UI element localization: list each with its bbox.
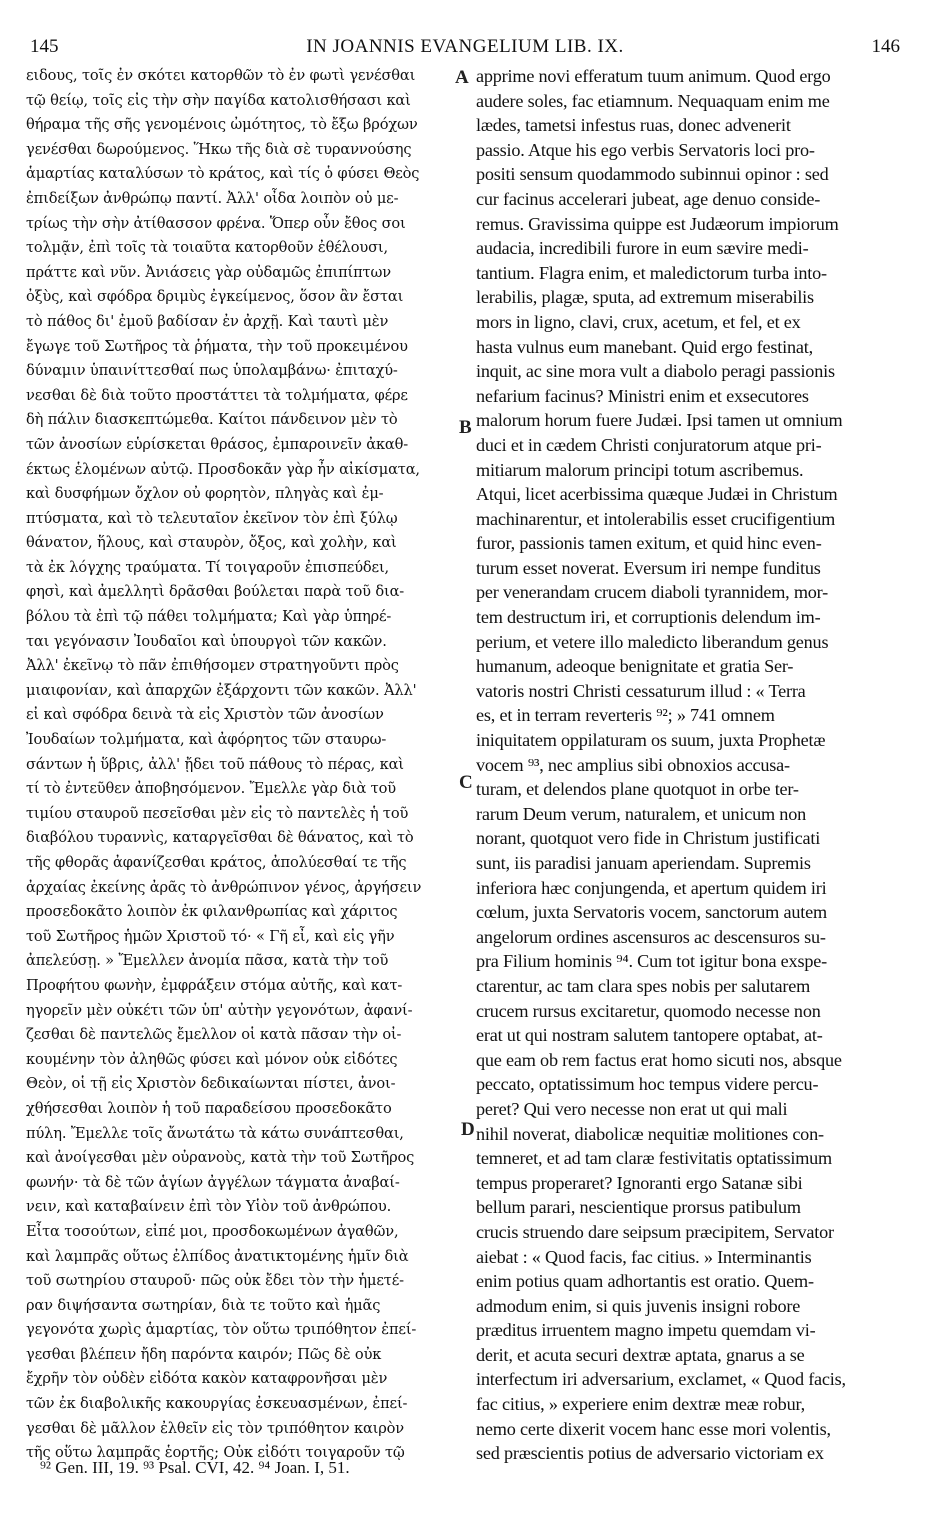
greek-line: ἔγωγε τοῦ Σωτῆρος τὰ ῥήματα, τὴν τοῦ προκειμένου [26,337,408,355]
latin-line: temneret, et ad tam claræ festivitatis optatissimum [476,1148,832,1169]
latin-line: passio. Atque his ego verbis Servatoris loci pro- [476,139,815,160]
greek-line: Ἰουδαίων τολμήματα, καὶ ἀφόρητος τῶν σταυρω- [26,731,387,749]
greek-line: φωνήν· τὰ δὲ τῶν ἁγίων ἀγγέλων τάγματα ἀναβαί- [26,1173,400,1191]
greek-line: μιαιφονίαν, καὶ ἀπαρχῶν ἐξάρχοντι τῶν κακῶν. Ἀλλ' [26,681,417,699]
latin-line: peret? Qui vero necesse non erat ut qui mali [476,1098,788,1119]
latin-line: machinarentur, et intolerabilis esset crucifigentium [476,508,836,529]
latin-line: pra Filium hominis ⁹⁴. Cum tot igitur bona exspe- [476,951,827,972]
latin-line: Atqui, licet acerbissima quæque Judæi in Christum [476,484,838,505]
latin-line: tem destructum iri, et corruptionis delendum im- [476,607,821,628]
latin-line: nefarium facinus? Ministri enim et exsecutores [476,385,809,406]
greek-line: ἀπελεύσῃ. » Ἔμελλεν ἀνομία πᾶσα, κατὰ τὴν τοῦ [26,952,389,970]
greek-line: ραν διψήσαντα σωτηρίαν, διὰ τε τοῦτο καὶ ἡμᾶς [26,1296,381,1314]
greek-line: γεγονότα χωρὶς ἁμαρτίας, τὸν οὕτω τριπόθητον ἐπεί- [26,1321,417,1339]
latin-line: apprime novi efferatum tuum animum. Quod ergo [476,66,831,86]
greek-line: σάντων ἡ ὕβρις, ἀλλ' ᾔδει τοῦ πάθους τὸ πέρας, καὶ [26,755,404,773]
latin-line: interfectum iri adversarium, exclamet, « Quod facis, [476,1369,846,1390]
latin-line: per venerandam crucem diaboli tyrannidem, mor- [476,582,829,603]
greek-line: γεσθαι δὲ μᾶλλον ἐλθεῖν εἰς τὸν τριπόθητον καιρὸν [26,1419,405,1437]
margin-letter-b: B [459,417,472,438]
latin-line: mitiarum malorum principi totum ascribemus. [476,459,804,480]
greek-line: τρίως τὴν σὴν ἀτίθασσον φρένα. Ὅπερ οὖν ἔθος σοι [26,214,406,232]
latin-column [476,64,910,1466]
margin-letter-d: D [461,1119,475,1140]
greek-line: τοῦ Σωτῆρος ἡμῶν Χριστοῦ τό· « Γῆ εἶ, καὶ εἰς γῆν [26,927,395,945]
greek-line: τῷ θείῳ, τοῖς εἰς τὴν σὴν παγίδα κατολισθήσασι καὶ [26,91,411,109]
greek-line: εἰ καὶ σφόδρα δεινὰ τὰ εἰς Χριστὸν τῶν ἀνοσίων [26,706,384,724]
greek-line: τὸ πάθος δι' ἐμοῦ βαδίσαν ἐν ἀρχῇ. Καὶ ταυτὶ μὲν [26,312,389,330]
latin-line: angelorum ordines ascensuros ac descensuros su- [476,926,826,947]
latin-line: tempus properaret? Ignoranti ergo Satanæ sibi [476,1172,803,1193]
greek-line: τολμᾷν, ἐπὶ τοῖς τὰ τοιαῦτα κατορθοῦν ἐθέλουσι, [26,239,388,257]
greek-line: ἁμαρτίας καταλύσων τὸ κράτος, καὶ τίς ὁ φύσει Θεὸς [26,165,420,183]
greek-line: θάνατον, ἥλους, καὶ σταυρὸν, ὄξος, καὶ χολὴν, καὶ [26,534,397,552]
latin-line: hasta vulnus eum manebant. Quid ergo festinat, [476,336,813,357]
latin-line: enim potius quam adhortantis est oratio. Quem- [476,1271,814,1292]
latin-line: mors in ligno, clavi, crux, acetum, et fel, et ex [476,311,801,332]
latin-line: crucis struendo dare seipsum præcipitem, Servator [476,1221,834,1242]
latin-line: inquit, ac sine mora vult a diabolo peragi passionis [476,361,835,382]
greek-line: ζεσθαι δὲ παντελῶς ἔμελλον οἱ κατὰ πᾶσαν τὴν οἰ- [26,1026,402,1044]
greek-line: νειν, καὶ καταβαίνειν ἐπὶ τὸν Υἱὸν τοῦ ἀνθρώπου. [26,1198,392,1216]
greek-line: πτύσματα, καὶ τὸ τελευταῖον ἐκεῖνον τὸν ἐπὶ ξύλῳ [26,509,398,527]
greek-line: τῶν ἐκ διαβολικῆς κακουργίας ἐσκευασμένων, ἐπεί- [26,1395,408,1413]
greek-line: καὶ ἀνοίγεσθαι μὲν οὐρανοὺς, κατὰ τὴν τοῦ Σωτῆρος [26,1149,415,1167]
margin-letter-c: C [459,772,473,793]
margin-letter-a: A [455,67,469,88]
latin-line: sed præscientis potius de adversario victoriam ex [476,1443,824,1464]
latin-line: derit, et acuta securi dextræ aptata, gnarus a se [476,1344,805,1365]
greek-line: δὴ πάλιν διασκεπτώμεθα. Καίτοι πάνδεινον μὲν τὸ [26,411,398,429]
greek-line: τὰ ἐκ λόγχης τραύματα. Τί τοιγαροῦν ἐπισπεύδει, [26,558,390,576]
greek-line: ται γεγόνασιν Ἰουδαῖοι καὶ ὑπουργοὶ τῶν κακῶν. [26,632,387,650]
footnotes: ⁹² Gen. III, 19. ⁹³ Psal. CVI, 42. ⁹⁴ Joan. I, 51. [40,1458,350,1477]
latin-line: que eam ob rem factus erat homo sicuti nos, absque [476,1049,842,1070]
latin-line: aiebat : « Quod facis, fac citius. » Interminantis [476,1246,812,1267]
greek-line: έκτως ἑλομένων αὐτῷ. Προσδοκᾶν γὰρ ἦν αἰκίσματα, [26,460,420,478]
latin-line: audacia, incredibili furore in eum sævire medi- [476,238,809,259]
latin-line: erat ut qui nostram salutem tantopere optabat, at- [476,1025,823,1046]
greek-line: ἐπιδείξων ἀνθρώπῳ παντί. Ἀλλ' οἶδα λοιπὸν οὐ με- [26,189,399,207]
greek-line: τιμίου σταυροῦ πεσεῖσθαι μὲν εἰς τὸ παντελὲς ἡ τοῦ [26,804,409,822]
greek-line: ἔχρῆν τὸν οὐδὲν εἰδότα κακὸν καταφρονῆσαι μὲν [26,1370,388,1388]
latin-line: es, et in terram reverteris ⁹²; » 741 omnem [476,705,775,726]
greek-line: Εἶτα τοσούτων, εἰπέ μοι, προσδοκωμένων ἀγαθῶν, [26,1222,399,1240]
greek-line: δύναμιν ὑπαινίττεσθαί πως ὑπολαμβάνω· ἐπιταχύ- [26,362,398,380]
latin-line: perium, et vetere illo maledicto liberandum genus [476,631,829,652]
greek-line: τί τὸ ἐντεῦθεν ἀποβησόμενον. Ἔμελλε γὰρ διὰ τοῦ [26,780,396,798]
latin-line: rarum Deum verum, naturalem, et unicum non [476,803,806,824]
greek-line: τοῦ σωτηρίου σταυροῦ· πῶς οὐκ ἔδει τὸν τὴν ἡμετέ- [26,1272,404,1290]
greek-line: Ἀλλ' ἐκεῖνῳ τὸ πᾶν ἐπιθήσομεν στρατηγοῦντι πρὸς [26,657,399,675]
latin-line: tantium. Flagra enim, et maledictorum turba into- [476,262,827,283]
greek-line: θήραμα τῆς σῆς γενομένοις ὠμότητος, τὸ ἔξω βρόχων [26,116,418,134]
running-title: IN JOANNIS EVANGELIUM LIB. IX. [306,36,624,57]
latin-line: audere soles, fac etiamnum. Nequaquam enim me [476,90,830,111]
latin-line: duci et in cædem Christi conjuratorum atque pri- [476,434,822,455]
greek-line: τῶν ἀνοσίων εὑρίσκεται θράσος, ἐμπαροινεῖν ἀκαθ- [26,435,409,453]
greek-line: γενέσθαι δωρούμενος. Ἥκω τῆς διὰ σὲ τυραννούσης [26,140,412,158]
greek-line: προσεδοκᾶτο λοιπὸν ἐκ φιλανθρωπίας καὶ χάριτος [26,903,398,921]
page-number-left: 145 [30,36,59,57]
greek-line: Προφήτου φωνὴν, ἐμφράξειν στόμα αὐτῆς, καὶ κατ- [26,976,403,994]
greek-line: πύλη. Ἔμελλε τοῖς ἄνωτάτω τὰ κάτω συνάπτεσθαι, [26,1124,404,1142]
greek-line: διαβόλου τυραννὶς, καταργεῖσθαι δὲ θάνατος, καὶ τὸ [26,829,414,847]
latin-line: lerabilis, plagæ, sputa, ad extremum miserabilis [476,287,814,308]
greek-column [26,64,456,1466]
latin-line: vatoris nostri Christi cessaturum illud : « Terra [476,680,806,701]
latin-line: bellum parari, nescientique prorsus patibulum [476,1197,801,1218]
greek-line: βόλου τὰ ἐπὶ τῷ πάθει τολμήματα; Καὶ γὰρ ὑπηρέ- [26,608,392,626]
latin-line: peccato, optatissimum hoc tempus videre percu- [476,1074,819,1095]
greek-line: κουμένην τὸν ἀληθῶς φύσει καὶ μόνον οὐκ εἰδότες [26,1050,398,1068]
latin-line: crucem rursus excitaretur, quomodo necesse non [476,1000,821,1021]
greek-line: φησὶ, καὶ ἀμελλητὶ δρᾶσθαι βούλεται παρὰ τοῦ δια- [26,583,405,601]
greek-line: ηγορεῖν μὲν οὐκέτι τῶν ὑπ' αὐτὴν γεγονότων, ἀφανί- [26,1001,413,1019]
greek-line: ειδους, τοῖς ἐν σκότει κατορθῶν τὸ ἐν φωτὶ γενέσθαι [26,67,416,84]
page-header [30,36,900,62]
greek-line: ἀρχαίας ἐκείνης ἀρᾶς τὸ ἀνθρώπινον γένος, ἀργήσειν [26,878,422,896]
latin-line: lædes, tametsi infestus ruas, donec advenerit [476,115,791,136]
greek-line: καὶ δυσφήμων ὄχλον οὐ φορητὸν, πληγὰς καὶ ἐμ- [26,485,384,503]
greek-line: τῆς οὕτω λαμπρᾶς ἑορτῆς; Οὐκ εἰδότι τοιγαροῦν τῷ [26,1444,405,1462]
latin-line: ctarentur, ac tam clara spes nobis per salutarem [476,975,811,996]
latin-line: vocem ⁹³, nec amplius sibi obnoxios accusa- [476,754,790,775]
latin-line: positi sensum quodammodo subinnui opinor : sed [476,164,829,185]
greek-line: ὀξὺς, καὶ σφόδρα δριμὺς ἐγκείμενος, ὅσον ἂν ἔσται [26,288,404,306]
greek-line: τῆς φθορᾶς ἀφανίζεσθαι κράτος, ἀπολύεσθαί τε τῆς [26,854,407,871]
latin-line: inferiora hæc conjungenda, et apertum quidem iri [476,877,827,898]
greek-line: χθήσεσθαι λοιπὸν ἡ τοῦ παραδείσου προσεδοκᾶτο [26,1099,392,1117]
greek-line: πράττε καὶ νῦν. Ἀνιάσεις γὰρ οὐδαμῶς ἐπιπίπτων [26,263,391,281]
greek-line: καὶ λαμπρᾶς οὕτως ἐλπίδος ἀνατικτομένης ἡμῖν διὰ [26,1247,409,1265]
latin-line: nemo certe dixerit vocem hanc esse mori volentis, [476,1418,831,1439]
latin-line: sunt, iis paradisi januam aperiendam. Supremis [476,853,811,873]
latin-line: admodum enim, si quis juvenis insigni robore [476,1295,801,1316]
latin-line: norant, quotquot vero fide in Christum justificati [476,828,821,849]
latin-line: nihil noverat, diabolicæ nequitiæ molitiones con- [476,1123,824,1144]
latin-line: turam, et delendos plane quotquot in orbe ter- [476,779,799,800]
latin-line: humanum, adeoque benignitate et gratia Ser- [476,656,794,677]
latin-line: cur facinus accelerari jubeat, age denuo conside- [476,188,821,209]
greek-line: γεσθαι βλέπειν ἤδη παρόντα καιρόν; Πῶς δὲ οὐκ [26,1345,382,1363]
latin-line: remus. Gravissima quippe est Judæorum impiorum [476,213,839,234]
latin-line: furor, passionis tamen exitum, et quid hinc even- [476,533,822,554]
latin-line: fac citius, » experiere enim dextræ meæ robur, [476,1394,805,1415]
latin-line: turum esset noverat. Eversum iri nempe funditus [476,557,821,578]
latin-line: malorum horum fuere Judæi. Ipsi tamen ut omnium [476,410,843,431]
latin-line: cœlum, juxta Servatoris vocem, sanctorum autem [476,902,827,923]
page-number-right: 146 [871,36,900,57]
greek-line: νεσθαι δὲ διὰ τοῦτο προστάττει τὰ τολμήματα, φέρε [26,386,408,404]
greek-line: Θεὸν, οἱ τῇ εἰς Χριστὸν δεδικαίωνται πίστει, ἀνοι- [26,1075,396,1093]
latin-line: iniquitatem oppilaturam os suum, juxta Prophetæ [476,730,826,751]
latin-line: præditus irruentem magno impetu quemdam vi- [476,1320,816,1341]
